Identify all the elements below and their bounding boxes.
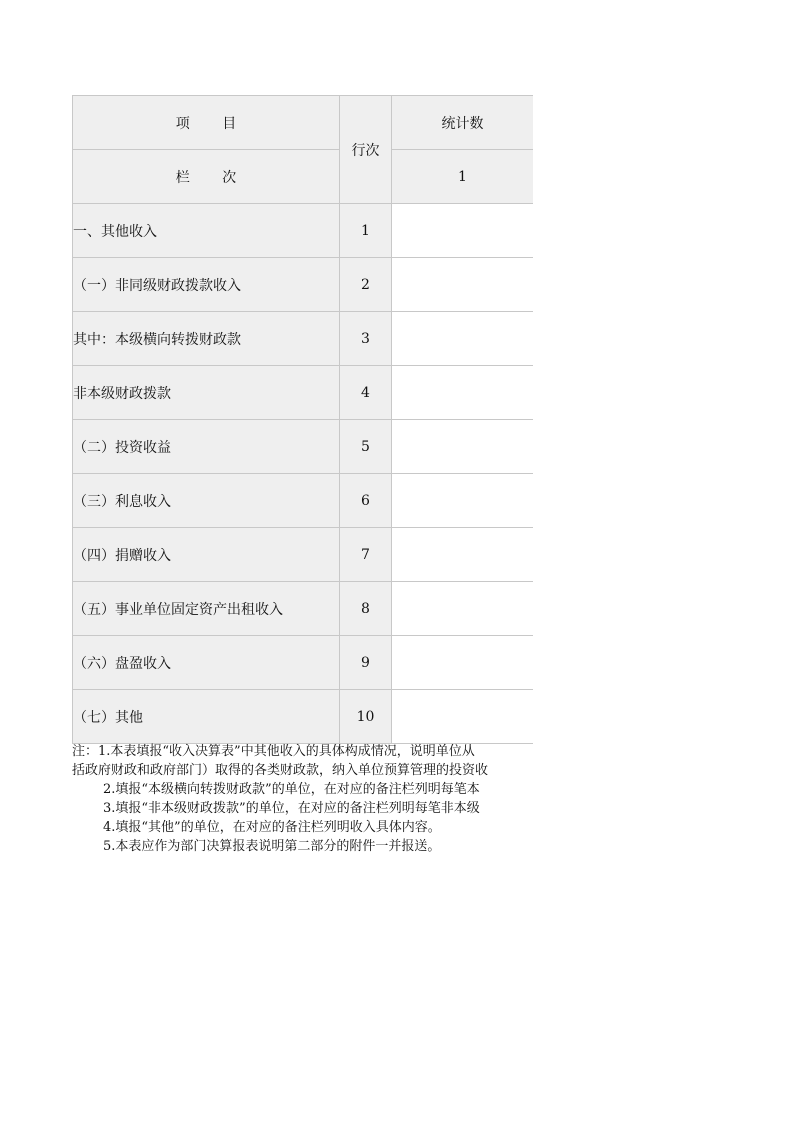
row-label: （七）其他 xyxy=(73,690,340,744)
row-label: （四）捐赠收入 xyxy=(73,528,340,582)
value-cell[interactable] xyxy=(392,312,534,366)
row-number-header: 行次 xyxy=(340,96,392,204)
row-label: （三）利息收入 xyxy=(73,474,340,528)
note-line: 5.本表应作为部门决算报表说明第二部分的附件一并报送。 xyxy=(103,839,441,854)
note-line: 括政府财政和政府部门）取得的各类财政款，纳入单位预算管理的投资收 xyxy=(72,763,489,778)
table-row xyxy=(73,366,534,420)
table-notes xyxy=(72,742,533,856)
value-cell[interactable] xyxy=(392,528,534,582)
value-cell[interactable] xyxy=(392,582,534,636)
row-number: 2 xyxy=(340,258,392,312)
row-number: 5 xyxy=(340,420,392,474)
value-cell[interactable] xyxy=(392,420,534,474)
value-cell[interactable] xyxy=(392,258,534,312)
item-header: 项 目 xyxy=(73,96,340,150)
table-row xyxy=(73,258,534,312)
row-number: 4 xyxy=(340,366,392,420)
stat-column-number: 1 xyxy=(392,150,534,204)
stat-header: 统计数 xyxy=(392,96,534,150)
value-cell[interactable] xyxy=(392,690,534,744)
column-index-header: 栏 次 xyxy=(73,150,340,204)
note-line: 2.填报“本级横向转拨财政款”的单位，在对应的备注栏列明每笔本 xyxy=(103,782,480,797)
value-cell[interactable] xyxy=(392,474,534,528)
row-label: 一、其他收入 xyxy=(73,204,340,258)
note-line: 3.填报“非本级财政拨款”的单位，在对应的备注栏列明每笔非本级 xyxy=(103,801,480,816)
value-cell[interactable] xyxy=(392,366,534,420)
row-label: （二）投资收益 xyxy=(73,420,340,474)
row-number: 7 xyxy=(340,528,392,582)
table-row xyxy=(73,690,534,744)
row-label: （五）事业单位固定资产出租收入 xyxy=(73,582,340,636)
table-row xyxy=(73,582,534,636)
row-number: 8 xyxy=(340,582,392,636)
header-row-1 xyxy=(73,96,534,150)
table-row xyxy=(73,528,534,582)
row-label: 非本级财政拨款 xyxy=(73,366,340,420)
table-row xyxy=(73,420,534,474)
table-row xyxy=(73,312,534,366)
row-label: （一）非同级财政拨款收入 xyxy=(73,258,340,312)
report-sheet xyxy=(72,95,533,885)
note-line: 4.填报“其他”的单位，在对应的备注栏列明收入具体内容。 xyxy=(103,820,441,835)
row-label: 其中：本级横向转拨财政款 xyxy=(73,312,340,366)
value-cell[interactable] xyxy=(392,204,534,258)
row-number: 9 xyxy=(340,636,392,690)
table-row xyxy=(73,474,534,528)
row-number: 3 xyxy=(340,312,392,366)
row-number: 10 xyxy=(340,690,392,744)
row-number: 1 xyxy=(340,204,392,258)
table-row xyxy=(73,204,534,258)
income-breakdown-table xyxy=(72,95,533,744)
header-row-2 xyxy=(73,150,534,204)
row-number: 6 xyxy=(340,474,392,528)
note-line: 注：1.本表填报“收入决算表”中其他收入的具体构成情况，说明单位从 xyxy=(72,744,475,759)
table-row xyxy=(73,636,534,690)
value-cell[interactable] xyxy=(392,636,534,690)
row-label: （六）盘盈收入 xyxy=(73,636,340,690)
